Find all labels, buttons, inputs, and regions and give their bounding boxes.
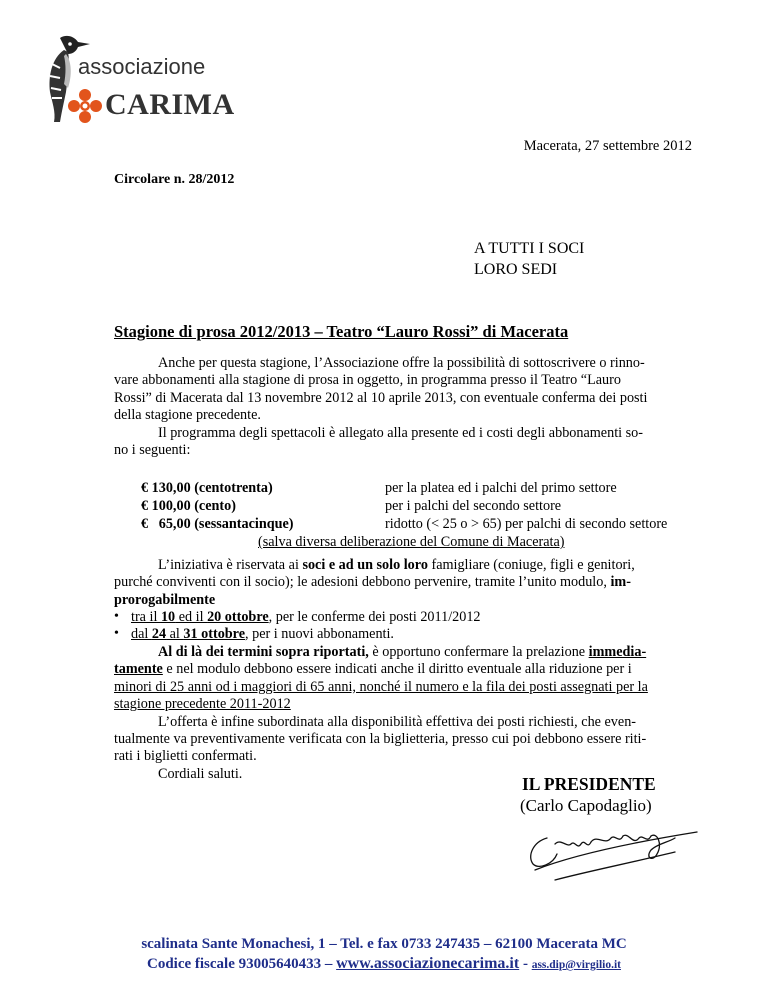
email-link[interactable]: ass.dip@virgilio.it [531, 959, 621, 971]
text-line: rati i biglietti confermati. [114, 748, 257, 765]
text-span-bold: 20 ottobre [207, 609, 269, 625]
text-line: vare abbonamenti alla stagione di prosa in oggetto, in programma presso il Teatro “Lauro [114, 372, 621, 389]
text-line: L’offerta è infine subordinata alla disponibilità effettiva dei posti richiesti, che even- [158, 713, 637, 730]
text-line [114, 679, 692, 696]
text-line: tualmente va preventivamente verificata con la biglietteria, presso cui poi debbono essere riti- [114, 731, 647, 748]
text-line: prorogabilmente [114, 591, 216, 608]
price-amount: € 130,00 (centotrenta) [141, 480, 273, 496]
text-line: Anche per questa stagione, l’Associazione offre la possibilità di sottoscrivere o rinno- [158, 355, 645, 371]
footer-separator: - [519, 956, 532, 972]
price-amount: € 100,00 (cento) [141, 498, 236, 514]
text-span: ed il [175, 609, 208, 625]
text-line [114, 661, 692, 678]
text-line: no i seguenti: [114, 442, 191, 459]
price-note: (salva diversa deliberazione del Comune di Macerata) [258, 534, 565, 550]
text-span: famigliare (coniuge, figli e genitori, [427, 557, 635, 573]
price-description: per la platea ed i palchi del primo settore [385, 480, 617, 496]
footer-contacts [0, 955, 768, 973]
price-row [141, 515, 701, 533]
recipients-line-2: LORO SEDI [474, 261, 558, 278]
text-line: Rossi” di Macerata dal 13 novembre 2012 al 10 aprile 2013, con eventuale conferma dei posti [114, 389, 648, 406]
bullet-icon: • [114, 609, 119, 624]
text-span: tra il [131, 609, 161, 625]
place-date: Macerata, 27 settembre 2012 [523, 138, 692, 154]
signature-role: IL PRESIDENTE [522, 774, 656, 794]
website-link[interactable]: www.associazionecarima.it [336, 955, 520, 972]
price-list [141, 479, 701, 551]
text-span: L’iniziativa è riservata ai [158, 557, 303, 573]
text-span: , per i nuovi abbonamenti. [245, 626, 394, 642]
text-span: dal [131, 626, 152, 642]
body-paragraph-3 [114, 557, 692, 609]
subject-title: Stagione di prosa 2012/2013 – Teatro “Lauro Rossi” di Macerata [114, 322, 569, 341]
price-amount: € 65,00 (sessantacinque) [141, 516, 294, 532]
body-paragraph-1 [114, 355, 692, 459]
text-line [114, 557, 692, 574]
signature-name: (Carlo Capodaglio) [520, 796, 652, 815]
list-item [131, 609, 481, 626]
text-span: al [166, 626, 184, 642]
flower-emblem-icon [67, 88, 103, 124]
text-line: Il programma degli spettacoli è allegato alla presente ed i costi degli abbonamenti so- [158, 424, 643, 441]
text-span-bold: 31 ottobre [183, 626, 246, 642]
text-span: è opportuno confermare la prelazione [368, 644, 589, 660]
text-span-bold: im- [610, 574, 631, 591]
price-row [141, 497, 701, 515]
text-span-bold: 24 [151, 626, 167, 642]
body-paragraph-4 [114, 644, 692, 783]
logo-word-associazione: associazione [78, 54, 206, 79]
text-span-bold: immedia- [588, 644, 647, 660]
text-span: nonché il numero e la fila dei posti assegnati per la [359, 678, 648, 695]
footer-tax-code: Codice fiscale 93005640433 – [146, 956, 337, 972]
price-row [141, 479, 701, 497]
logo [30, 32, 235, 124]
recipients [474, 238, 584, 280]
bullet-icon: • [114, 626, 119, 641]
text-line: stagione precedente 2011-2012 [114, 696, 291, 713]
text-span: minori di 25 anni od i maggiori di 65 anni, [114, 678, 360, 695]
text-line [114, 644, 692, 661]
text-span-bold: tamente [114, 661, 163, 678]
text-span-bold: 10 [160, 609, 176, 625]
text-span-bold: Al di là dei termini sopra riportati, [158, 644, 369, 660]
footer-address: scalinata Sante Monachesi, 1 – Tel. e fax 0733 247435 – 62100 Macerata MC [141, 936, 627, 952]
logo-word-carima: CARIMA [105, 88, 235, 121]
price-description: ridotto (< 25 o > 65) per palchi di secondo settore [385, 516, 668, 532]
closing-text: Cordiali saluti. [158, 765, 243, 782]
circular-number: Circolare n. 28/2012 [114, 172, 235, 187]
text-span-bold: soci e ad un solo loro [302, 557, 428, 573]
text-span: e nel modulo debbono essere indicati anche il diritto eventuale alla riduzione per i [162, 661, 632, 678]
price-description: per i palchi del secondo settore [385, 498, 562, 514]
text-span: , per le conferme dei posti 2011/2012 [268, 609, 481, 625]
handwritten-signature-icon [525, 824, 700, 884]
list-item [131, 626, 394, 643]
text-line: della stagione precedente. [114, 407, 261, 424]
recipients-line-1: A TUTTI I SOCI [474, 240, 585, 257]
text-line [114, 574, 692, 591]
text-span: purché conviventi con il socio); le adesioni debbono pervenire, tramite l’unito modulo, [114, 574, 611, 591]
